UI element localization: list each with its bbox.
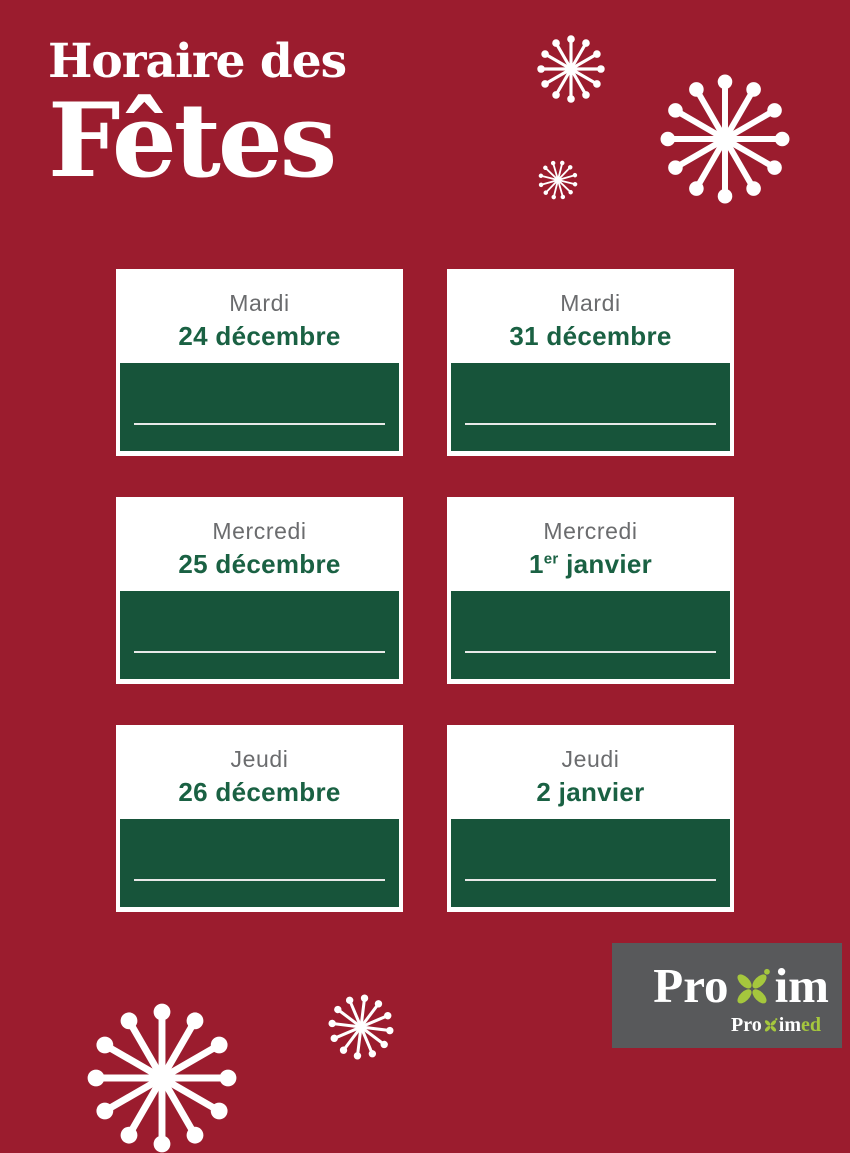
proxim-logo-box xyxy=(612,943,842,1048)
page-title-line1: Horaire des xyxy=(48,34,347,89)
schedule-grid xyxy=(116,269,734,912)
card-date-main: 24 décembre xyxy=(178,321,341,351)
hours-blank-area xyxy=(120,819,399,907)
card-header xyxy=(447,269,734,363)
card-date-main: 2 janvier xyxy=(536,777,645,807)
proximed-logo-mid: im xyxy=(778,1013,801,1036)
page-title-line2: Fêtes xyxy=(48,81,335,201)
hours-blank-line xyxy=(465,423,716,425)
proximed-logo-text xyxy=(731,1015,821,1035)
schedule-card xyxy=(447,497,734,684)
page-title xyxy=(48,34,347,201)
card-day-label: Mardi xyxy=(229,290,290,316)
schedule-card xyxy=(447,725,734,912)
card-day-label: Mercredi xyxy=(543,518,638,544)
hours-blank-area xyxy=(451,591,730,679)
card-header xyxy=(447,725,734,819)
card-day-label: Mercredi xyxy=(212,518,307,544)
card-date-tail: janvier xyxy=(558,549,653,579)
snowflake-icon xyxy=(534,156,582,204)
hours-blank-line xyxy=(465,651,716,653)
schedule-card xyxy=(116,497,403,684)
snowflake-icon xyxy=(324,990,398,1064)
card-date-main: 25 décembre xyxy=(178,549,341,579)
proxim-logo-prefix: Pro xyxy=(653,957,729,1013)
proxim-x-leaf-icon xyxy=(730,966,774,1010)
hours-blank-area xyxy=(451,819,730,907)
card-header xyxy=(116,269,403,363)
schedule-card xyxy=(116,725,403,912)
card-date-label xyxy=(447,776,734,809)
proxim-logo-suffix: im xyxy=(774,957,829,1013)
card-date-label xyxy=(447,548,734,581)
card-date-main: 1 xyxy=(528,549,544,579)
card-header xyxy=(116,497,403,591)
snowflake-icon xyxy=(87,1003,237,1153)
hours-blank-line xyxy=(134,879,385,881)
hours-blank-line xyxy=(465,879,716,881)
card-day-label: Mardi xyxy=(560,290,621,316)
card-day-label: Jeudi xyxy=(561,746,620,772)
hours-blank-area xyxy=(451,363,730,451)
card-date-label xyxy=(116,320,403,353)
schedule-card xyxy=(447,269,734,456)
card-date-label xyxy=(447,320,734,353)
card-header xyxy=(116,725,403,819)
card-date-label xyxy=(116,776,403,809)
hours-blank-line xyxy=(134,423,385,425)
schedule-card xyxy=(116,269,403,456)
snowflake-icon xyxy=(660,74,790,204)
hours-blank-area xyxy=(120,591,399,679)
card-date-label xyxy=(116,548,403,581)
proximed-x-leaf-icon xyxy=(762,1017,779,1034)
proximed-logo-suffix: ed xyxy=(801,1013,821,1036)
hours-blank-line xyxy=(134,651,385,653)
proximed-logo-prefix: Pro xyxy=(731,1013,762,1036)
card-day-label: Jeudi xyxy=(230,746,289,772)
snowflake-icon xyxy=(537,35,605,103)
hours-blank-area xyxy=(120,363,399,451)
card-header xyxy=(447,497,734,591)
card-date-main: 31 décembre xyxy=(509,321,672,351)
proxim-logo-text xyxy=(653,957,829,1013)
card-date-main: 26 décembre xyxy=(178,777,341,807)
card-date-superscript: er xyxy=(543,550,559,568)
